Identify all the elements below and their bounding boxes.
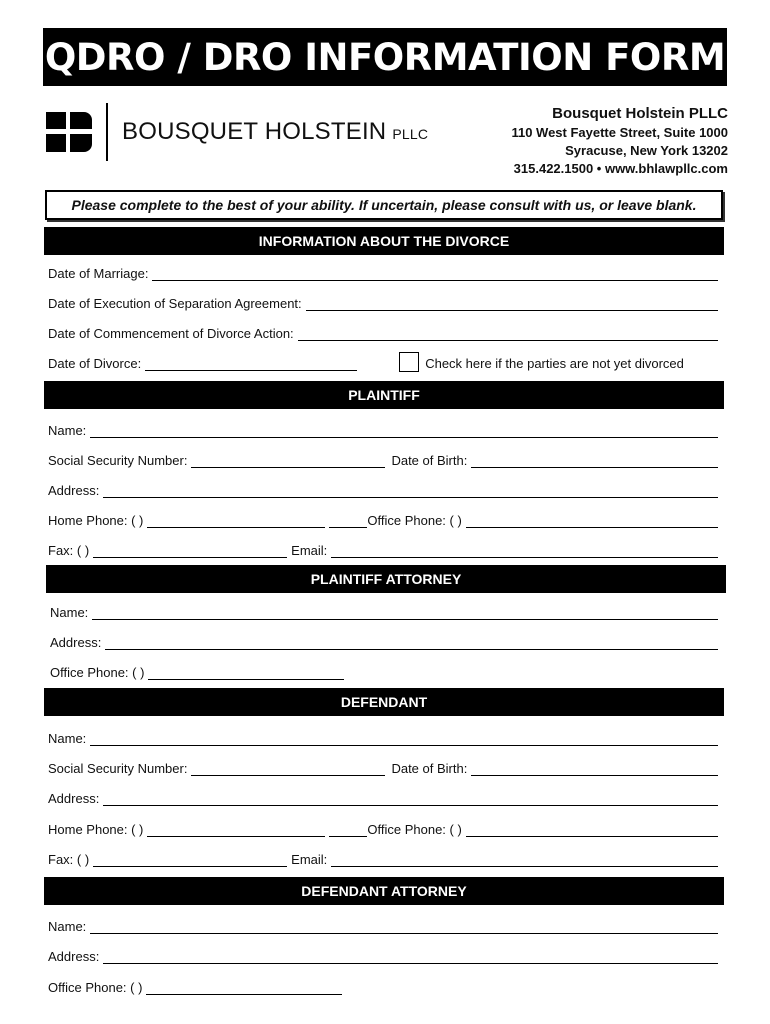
- plaintiff-fax-field[interactable]: [93, 545, 287, 558]
- logo-wordmark: BOUSQUET HOLSTEIN PLLC: [122, 118, 429, 145]
- logo-divider: [106, 103, 108, 161]
- plaintiff-email-label: Email:: [291, 543, 328, 558]
- defendant-attorney-name-row: [48, 914, 718, 934]
- defendant-attorney-phone-label: Office Phone: ( ): [48, 980, 143, 995]
- plaintiff-attorney-phone-label: Office Phone: ( ): [50, 665, 145, 680]
- defendant-email-field[interactable]: [331, 854, 718, 867]
- defendant-name-label: Name:: [48, 731, 87, 746]
- plaintiff-attorney-address-label: Address:: [50, 635, 102, 650]
- section-plaintiff-attorney-header: PLAINTIFF ATTORNEY: [46, 565, 726, 593]
- commencement-date-row: [48, 321, 718, 341]
- plaintiff-address-field[interactable]: [103, 485, 718, 498]
- defendant-phone-row: [48, 817, 718, 837]
- plaintiff-attorney-address-field[interactable]: [105, 637, 718, 650]
- bh-logo-icon: [46, 112, 92, 152]
- defendant-office-phone-field[interactable]: [466, 824, 718, 837]
- defendant-office-phone-label: Office Phone: ( ): [367, 822, 462, 837]
- defendant-address-row: [48, 786, 718, 806]
- section-plaintiff-header: PLAINTIFF: [44, 381, 724, 409]
- plaintiff-ssn-label: Social Security Number:: [48, 453, 188, 468]
- not-divorced-label: Check here if the parties are not yet divorced: [425, 356, 684, 371]
- plaintiff-office-phone-label: Office Phone: ( ): [367, 513, 462, 528]
- plaintiff-address-label: Address:: [48, 483, 100, 498]
- plaintiff-home-phone-label: Home Phone: ( ): [48, 513, 144, 528]
- defendant-home-phone-label: Home Phone: ( ): [48, 822, 144, 837]
- firm-contact: 315.422.1500 • www.bhlawpllc.com: [513, 161, 728, 176]
- defendant-attorney-phone-row: [48, 975, 718, 995]
- plaintiff-fax-row: [48, 538, 718, 558]
- plaintiff-name-row: [48, 418, 718, 438]
- plaintiff-dob-label: Date of Birth:: [391, 453, 468, 468]
- defendant-fax-field[interactable]: [93, 854, 287, 867]
- defendant-home-phone-ext-field[interactable]: [329, 824, 367, 837]
- divorce-date-label: Date of Divorce:: [48, 356, 142, 371]
- marriage-date-field[interactable]: [152, 268, 718, 281]
- plaintiff-name-label: Name:: [48, 423, 87, 438]
- separation-date-field[interactable]: [306, 298, 718, 311]
- separation-date-label: Date of Execution of Separation Agreement:: [48, 296, 302, 311]
- divorce-date-row: [48, 351, 718, 371]
- firm-address: [511, 104, 728, 178]
- defendant-fax-label: Fax: ( ): [48, 852, 90, 867]
- firm-name: Bousquet Holstein PLLC: [552, 105, 728, 122]
- plaintiff-phone-row: [48, 508, 718, 528]
- plaintiff-ssn-field[interactable]: [191, 455, 385, 468]
- plaintiff-name-field[interactable]: [90, 425, 718, 438]
- plaintiff-office-phone-field[interactable]: [466, 515, 718, 528]
- section-divorce-header: INFORMATION ABOUT THE DIVORCE: [44, 227, 724, 255]
- plaintiff-ssn-row: [48, 448, 718, 468]
- defendant-fax-row: [48, 847, 718, 867]
- marriage-date-label: Date of Marriage:: [48, 266, 149, 281]
- defendant-attorney-name-label: Name:: [48, 919, 87, 934]
- plaintiff-fax-label: Fax: ( ): [48, 543, 90, 558]
- plaintiff-attorney-name-label: Name:: [50, 605, 89, 620]
- firm-logo: [46, 102, 428, 162]
- defendant-name-row: [48, 726, 718, 746]
- defendant-attorney-name-field[interactable]: [90, 921, 718, 934]
- defendant-attorney-phone-field[interactable]: [146, 982, 342, 995]
- commencement-date-label: Date of Commencement of Divorce Action:: [48, 326, 294, 341]
- plaintiff-attorney-name-row: [50, 600, 718, 620]
- defendant-ssn-label: Social Security Number:: [48, 761, 188, 776]
- section-defendant-attorney-header: DEFENDANT ATTORNEY: [44, 877, 724, 905]
- marriage-date-row: [48, 261, 718, 281]
- section-defendant-header: DEFENDANT: [44, 688, 724, 716]
- defendant-home-phone-field[interactable]: [147, 824, 325, 837]
- commencement-date-field[interactable]: [298, 328, 718, 341]
- divorce-date-field[interactable]: [145, 358, 357, 371]
- defendant-email-label: Email:: [291, 852, 328, 867]
- defendant-name-field[interactable]: [90, 733, 718, 746]
- defendant-address-field[interactable]: [103, 793, 718, 806]
- firm-city: Syracuse, New York 13202: [565, 143, 728, 158]
- defendant-address-label: Address:: [48, 791, 100, 806]
- plaintiff-attorney-phone-field[interactable]: [148, 667, 344, 680]
- separation-date-row: [48, 291, 718, 311]
- defendant-dob-field[interactable]: [471, 763, 718, 776]
- defendant-ssn-field[interactable]: [191, 763, 385, 776]
- defendant-attorney-address-label: Address:: [48, 949, 100, 964]
- firm-street: 110 West Fayette Street, Suite 1000: [511, 125, 728, 140]
- plaintiff-attorney-name-field[interactable]: [92, 607, 718, 620]
- defendant-dob-label: Date of Birth:: [391, 761, 468, 776]
- plaintiff-attorney-address-row: [50, 630, 718, 650]
- plaintiff-address-row: [48, 478, 718, 498]
- plaintiff-attorney-phone-row: [50, 660, 718, 680]
- plaintiff-home-phone-ext-field[interactable]: [329, 515, 367, 528]
- defendant-attorney-address-field[interactable]: [103, 951, 718, 964]
- plaintiff-home-phone-field[interactable]: [147, 515, 325, 528]
- plaintiff-email-field[interactable]: [331, 545, 718, 558]
- plaintiff-dob-field[interactable]: [471, 455, 718, 468]
- form-title: QDRO / DRO INFORMATION FORM: [43, 28, 727, 86]
- not-divorced-checkbox[interactable]: [399, 352, 419, 372]
- instructions-notice: Please complete to the best of your ability. If uncertain, please consult with us, or leave blank.: [45, 190, 723, 220]
- defendant-attorney-address-row: [48, 944, 718, 964]
- defendant-ssn-row: [48, 756, 718, 776]
